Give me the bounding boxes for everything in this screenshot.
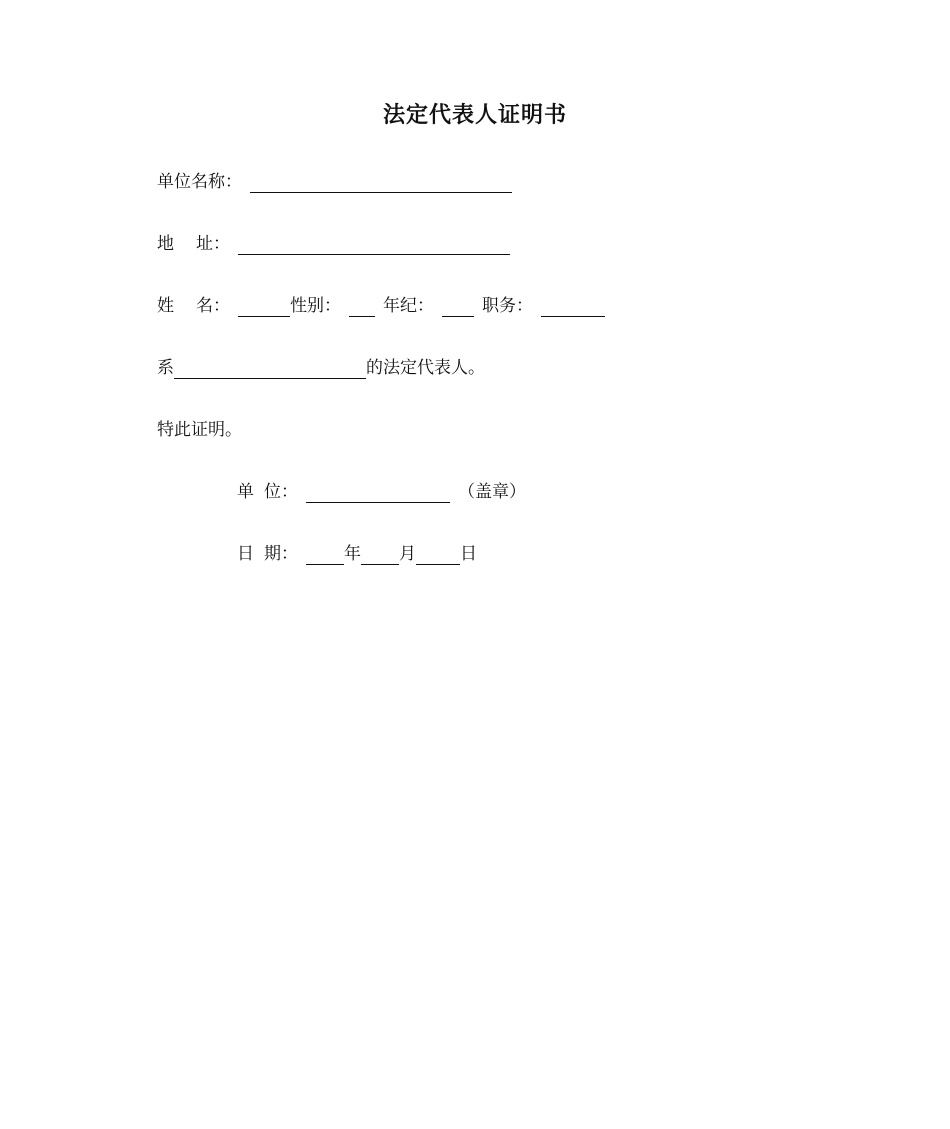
seal-note: （盖章） xyxy=(458,482,526,502)
position-label: 职务： xyxy=(482,296,533,316)
age-label: 年纪： xyxy=(383,296,434,316)
gender-blank[interactable] xyxy=(349,298,375,317)
name-label-a: 姓 xyxy=(157,296,174,316)
signature-unit-label-a: 单 xyxy=(237,482,254,502)
unit-name-row xyxy=(157,171,512,193)
signature-date-row xyxy=(237,543,477,565)
date-label-a: 日 xyxy=(237,544,254,564)
month-label: 月 xyxy=(399,544,416,564)
position-blank[interactable] xyxy=(541,298,605,317)
address-label-b: 址： xyxy=(196,234,230,254)
year-label: 年 xyxy=(344,544,361,564)
closing-row xyxy=(157,419,242,441)
statement-row xyxy=(157,357,485,379)
signature-unit-label-b: 位： xyxy=(264,482,298,502)
signature-unit-row xyxy=(237,481,526,503)
person-row xyxy=(157,295,605,317)
statement-prefix: 系 xyxy=(157,358,174,378)
day-label: 日 xyxy=(460,544,477,564)
date-label-b: 期： xyxy=(264,544,298,564)
company-blank[interactable] xyxy=(174,360,366,379)
statement-suffix: 的法定代表人。 xyxy=(366,358,485,378)
month-blank[interactable] xyxy=(361,546,399,565)
closing-text: 特此证明。 xyxy=(157,420,242,440)
name-blank[interactable] xyxy=(238,298,290,317)
address-label-a: 地 xyxy=(157,234,174,254)
unit-name-blank[interactable] xyxy=(250,174,512,193)
signature-unit-blank[interactable] xyxy=(306,484,450,503)
age-blank[interactable] xyxy=(442,298,474,317)
name-label-b: 名： xyxy=(196,296,230,316)
address-row xyxy=(157,233,510,255)
unit-name-label: 单位名称： xyxy=(157,172,242,192)
gender-label: 性别： xyxy=(290,296,341,316)
document-title: 法定代表人证明书 xyxy=(382,103,567,128)
address-blank[interactable] xyxy=(238,236,510,255)
year-blank[interactable] xyxy=(306,546,344,565)
day-blank[interactable] xyxy=(416,546,460,565)
